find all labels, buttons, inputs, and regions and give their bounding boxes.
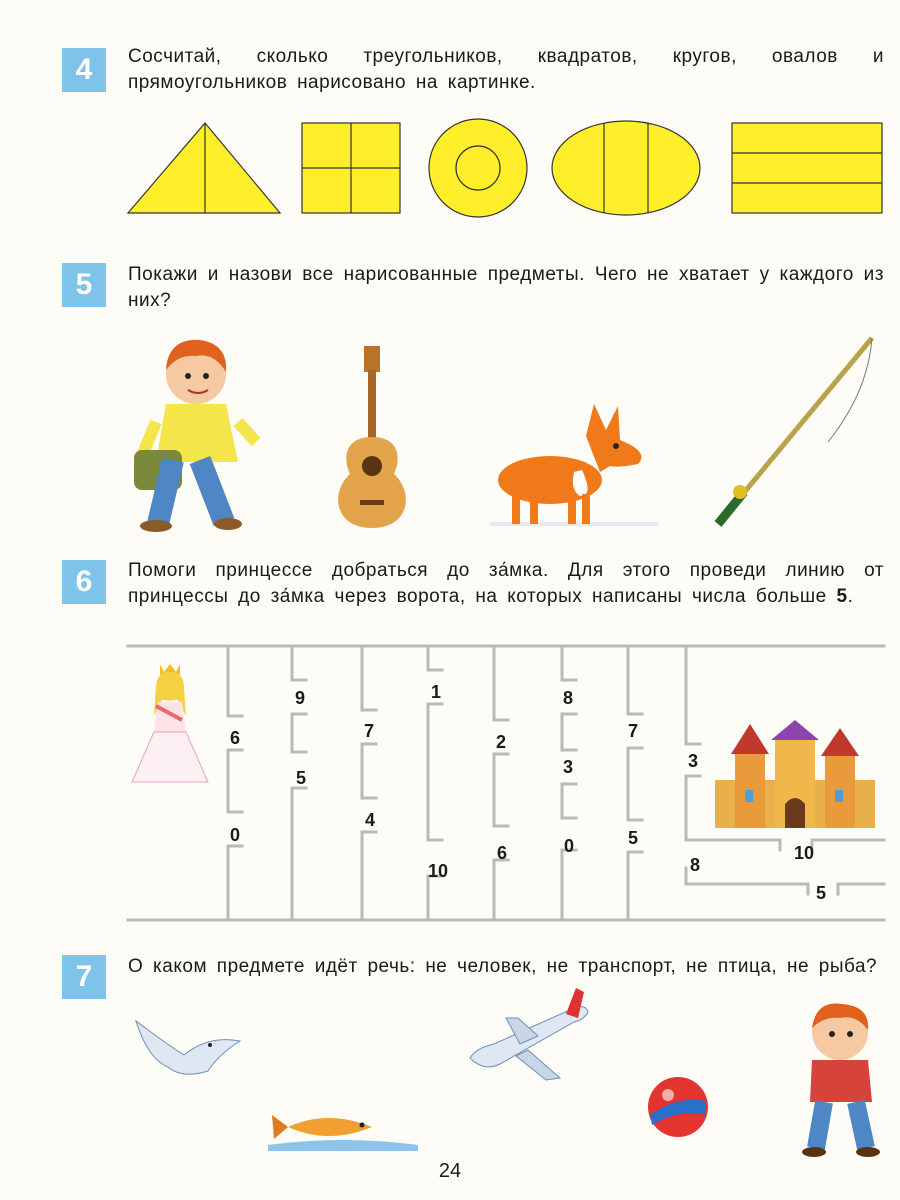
maze-gate-number: 8: [689, 855, 700, 875]
maze-gate-number: 7: [627, 721, 638, 741]
castle-illustration: [705, 720, 885, 830]
task-7-number-badge: 7: [62, 955, 106, 999]
maze-gate-number: 5: [627, 828, 638, 848]
maze-gate-number: 2: [495, 732, 506, 752]
shapes-illustration: [0, 115, 900, 225]
maze-gate-number: 3: [562, 757, 573, 777]
task-5-text: Покажи и назови все нарисованные предметы. Чего не хватает у каждого из них?: [128, 264, 884, 311]
maze-gate-number: 0: [563, 836, 574, 856]
maze-gate-number: 10: [427, 861, 449, 881]
guitar-illustration: [322, 342, 422, 532]
princess-illustration: [130, 660, 210, 790]
maze-gate-number: 10: [793, 843, 815, 863]
fish-illustration: [268, 1105, 418, 1155]
maze-gate-number: 0: [229, 825, 240, 845]
task-7-text: О каком предмете идёт речь: не человек, не транспорт, не птица, не рыба?: [128, 956, 878, 977]
ball-illustration: [646, 1075, 710, 1139]
maze-gate-number: 6: [496, 843, 507, 863]
maze-gate-number: 8: [562, 688, 573, 708]
task-4-text: Сосчитай, сколько треугольников, квадратов, кругов, овалов и прямоугольников нарисовано на картинке.: [128, 46, 884, 93]
maze-gate-number: 7: [363, 721, 374, 741]
maze-gate-number: 9: [294, 688, 305, 708]
fishing-rod-illustration: [708, 332, 878, 532]
maze-gate-number: 4: [364, 810, 375, 830]
dove-illustration: [128, 1015, 248, 1085]
oval-shape: [552, 121, 700, 215]
boy-standing-illustration: [796, 998, 886, 1158]
maze-gate-number: 1: [430, 682, 441, 702]
maze-gate-number: 6: [229, 728, 240, 748]
task-6-text-number: 5: [836, 586, 848, 607]
fox-illustration: [490, 400, 660, 530]
task-6-number-badge: 6: [62, 560, 106, 604]
task-6-text-main: Помоги принцессе добраться до за́мка. Для этого проведи линию от принцессы до за́мка через ворота, на которых написаны числа больше: [128, 560, 884, 607]
maze-gate-number: 5: [295, 768, 306, 788]
boy-with-bag-illustration: [128, 332, 268, 532]
airplane-illustration: [466, 988, 596, 1088]
maze-gate-number: 3: [687, 751, 698, 771]
task-6-text-end: .: [847, 586, 854, 607]
task-4-number-badge: 4: [62, 48, 106, 92]
page-number: 24: [438, 1160, 462, 1182]
task-6-text: [128, 558, 884, 610]
triangle-shape: [128, 123, 280, 213]
task-5-number-badge: 5: [62, 263, 106, 307]
rectangle-shape: [732, 123, 882, 213]
maze-gate-number: 5: [815, 883, 826, 903]
